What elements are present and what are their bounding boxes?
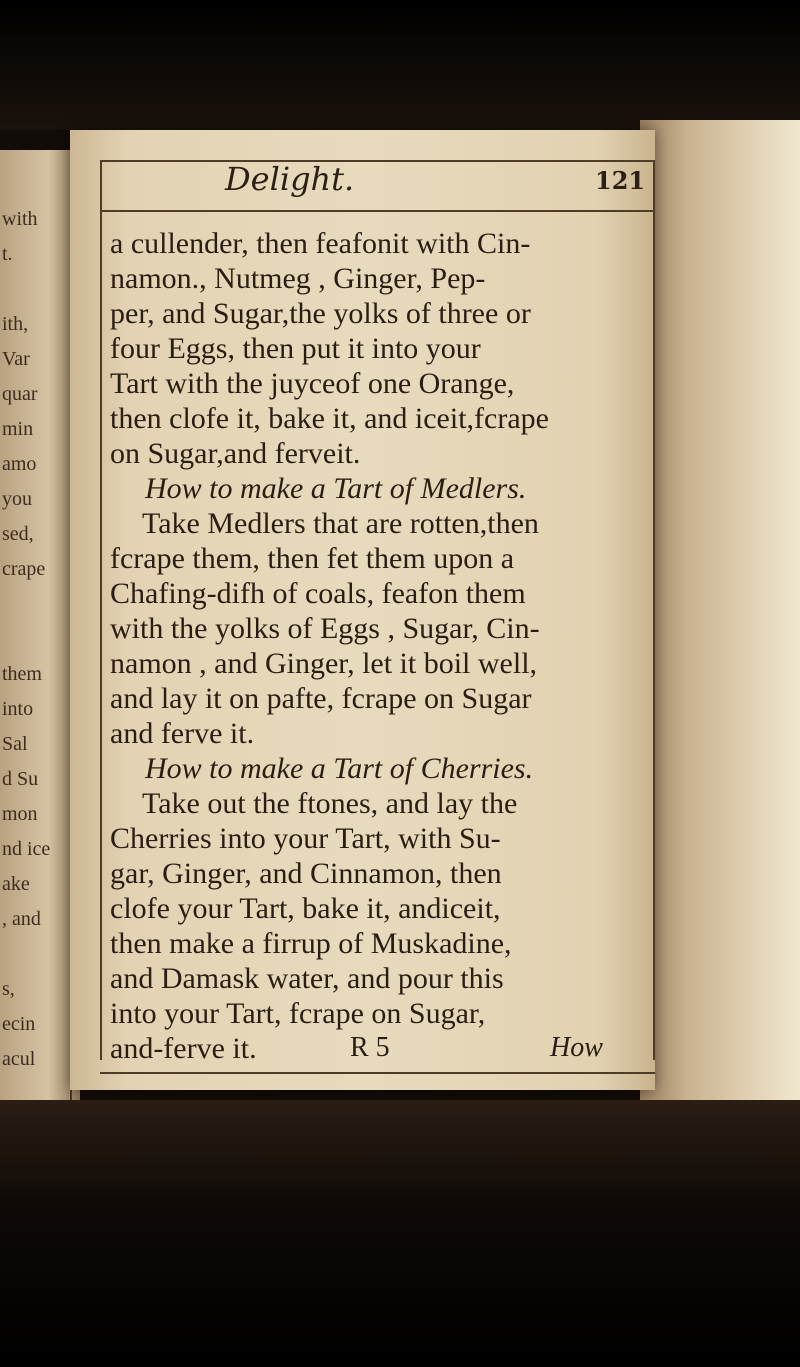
facing-page-fragment: , and xyxy=(2,908,41,930)
text-line: gar, Ginger, and Cinnamon, then xyxy=(110,857,502,890)
recipe-heading: How to make a Tart of Cherries. xyxy=(145,752,534,785)
facing-page-fragment: ecin xyxy=(2,1013,36,1035)
text-line: and ferve it. xyxy=(110,717,255,750)
text-line: per, and Sugar,the yolks of three or xyxy=(110,297,531,330)
signature-mark: R 5 xyxy=(350,1032,390,1063)
text-line: then make a firrup of Muskadine, xyxy=(110,927,512,960)
top-frame-rule xyxy=(100,160,655,162)
facing-page-fragment: them xyxy=(2,663,42,685)
text-line: and lay it on pafte, fcrape on Sugar xyxy=(110,682,532,715)
text-line: four Eggs, then put it into your xyxy=(110,332,481,365)
text-line: Take Medlers that are rotten,then xyxy=(142,507,539,540)
facing-page-fragment: quar xyxy=(2,383,38,405)
bottom-frame-rule xyxy=(100,1072,655,1074)
catchword: How xyxy=(550,1032,603,1063)
text-line: Chafing-difh of coals, feafon them xyxy=(110,577,526,610)
facing-page-fragment: Var xyxy=(2,348,30,370)
facing-page-fragment: amo xyxy=(2,453,37,475)
left-frame-rule xyxy=(100,160,102,1060)
text-line: into your Tart, fcrape on Sugar, xyxy=(110,997,486,1030)
facing-page-fragment: crape xyxy=(2,558,46,580)
facing-page-fragment: acul xyxy=(2,1048,36,1070)
page-number: 121 xyxy=(595,166,646,195)
text-line: namon , and Ginger, let it boil well, xyxy=(110,647,538,680)
right-frame-rule xyxy=(653,160,655,1060)
facing-page-fragment: sed, xyxy=(2,523,34,545)
text-line: Cherries into your Tart, with Su- xyxy=(110,822,501,855)
text-line: Tart with the juyceof one Orange, xyxy=(110,367,515,400)
facing-page xyxy=(0,150,80,1110)
facing-page-fragment: ake xyxy=(2,873,30,895)
top-shadow xyxy=(0,0,800,130)
facing-page-fragment: you xyxy=(2,488,32,510)
text-line: and-ferve it. xyxy=(110,1032,257,1065)
facing-page-fragment: s, xyxy=(2,978,15,1000)
text-line: fcrape them, then fet them upon a xyxy=(110,542,515,575)
text-line: Take out the ftones, and lay the xyxy=(142,787,518,820)
text-line: with the yolks of Eggs , Sugar, Cin- xyxy=(110,612,540,645)
facing-page-fragment: with xyxy=(2,208,38,230)
text-line: namon., Nutmeg , Ginger, Pep- xyxy=(110,262,486,295)
running-head: Delight. xyxy=(225,160,355,198)
recipe-heading: How to make a Tart of Medlers. xyxy=(145,472,527,505)
header-rule xyxy=(100,210,655,212)
text-line: on Sugar,and ferveit. xyxy=(110,437,361,470)
text-line: clofe your Tart, bake it, andiceit, xyxy=(110,892,501,925)
facing-page-fragment: mon xyxy=(2,803,38,825)
facing-page-fragment: min xyxy=(2,418,34,440)
text-line: a cullender, then feafonit with Cin- xyxy=(110,227,531,260)
text-line: then clofe it, bake it, and iceit,fcrape xyxy=(110,402,549,435)
facing-page-fragment: t. xyxy=(2,243,13,265)
facing-page-fragment: nd ice xyxy=(2,838,51,860)
book-page xyxy=(70,130,655,1090)
facing-page-fragment: into xyxy=(2,698,34,720)
facing-page-fragment: d Su xyxy=(2,768,39,790)
bottom-shadow xyxy=(0,1100,800,1367)
facing-page-fragment: Sal xyxy=(2,733,28,755)
facing-page-fragment: ith, xyxy=(2,313,29,335)
text-line: and Damask water, and pour this xyxy=(110,962,504,995)
